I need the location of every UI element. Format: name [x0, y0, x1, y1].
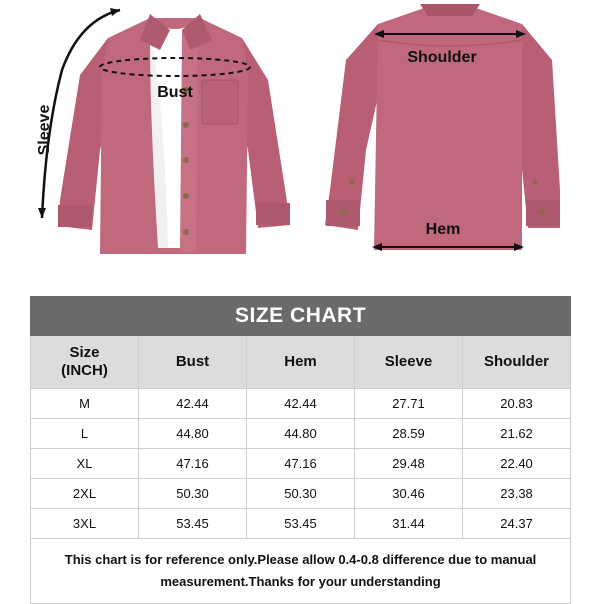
size-chart-table — [30, 296, 571, 604]
sleeve-cell: 28.59 — [355, 419, 463, 449]
size-chart-title: SIZE CHART — [31, 297, 571, 336]
bust-column-header: Bust — [139, 336, 247, 389]
hem-cell: 47.16 — [247, 449, 355, 479]
size-header-line2: (INCH) — [61, 362, 108, 379]
table-row — [31, 509, 571, 539]
shoulder-cell: 20.83 — [463, 389, 571, 419]
size-cell: XL — [31, 449, 139, 479]
hem-cell: 53.45 — [247, 509, 355, 539]
size-cell: 3XL — [31, 509, 139, 539]
table-row — [31, 479, 571, 509]
bust-cell: 42.44 — [139, 389, 247, 419]
sleeve-cell: 30.46 — [355, 479, 463, 509]
sleeve-cell: 27.71 — [355, 389, 463, 419]
bust-cell: 50.30 — [139, 479, 247, 509]
shoulder-cell: 22.40 — [463, 449, 571, 479]
bust-label: Bust — [157, 84, 193, 101]
shirt-back-image — [325, 4, 560, 251]
size-column-header — [31, 336, 139, 389]
shoulder-cell: 21.62 — [463, 419, 571, 449]
shoulder-cell: 23.38 — [463, 479, 571, 509]
sleeve-column-header: Sleeve — [355, 336, 463, 389]
bust-cell: 47.16 — [139, 449, 247, 479]
shoulder-column-header: Shoulder — [463, 336, 571, 389]
size-cell: L — [31, 419, 139, 449]
size-cell: M — [31, 389, 139, 419]
note-line-2: measurement.Thanks for your understanding — [160, 574, 441, 589]
hem-column-header: Hem — [247, 336, 355, 389]
hem-label: Hem — [425, 221, 461, 238]
table-row — [31, 389, 571, 419]
hem-cell: 50.30 — [247, 479, 355, 509]
shirt-illustration — [0, 0, 600, 290]
table-row — [31, 419, 571, 449]
sleeve-label: Sleeve — [36, 104, 53, 156]
shoulder-cell: 24.37 — [463, 509, 571, 539]
bust-cell: 44.80 — [139, 419, 247, 449]
hem-cell: 42.44 — [247, 389, 355, 419]
shirt-front-image — [38, 8, 290, 254]
hem-cell: 44.80 — [247, 419, 355, 449]
note-line-1: This chart is for reference only.Please allow 0.4-0.8 difference due to manual — [64, 552, 537, 567]
table-row — [31, 449, 571, 479]
size-header-line1: Size — [69, 344, 100, 361]
size-cell: 2XL — [31, 479, 139, 509]
bust-cell: 53.45 — [139, 509, 247, 539]
reference-note — [31, 539, 571, 604]
sleeve-cell: 31.44 — [355, 509, 463, 539]
sleeve-cell: 29.48 — [355, 449, 463, 479]
shoulder-label: Shoulder — [407, 49, 477, 66]
